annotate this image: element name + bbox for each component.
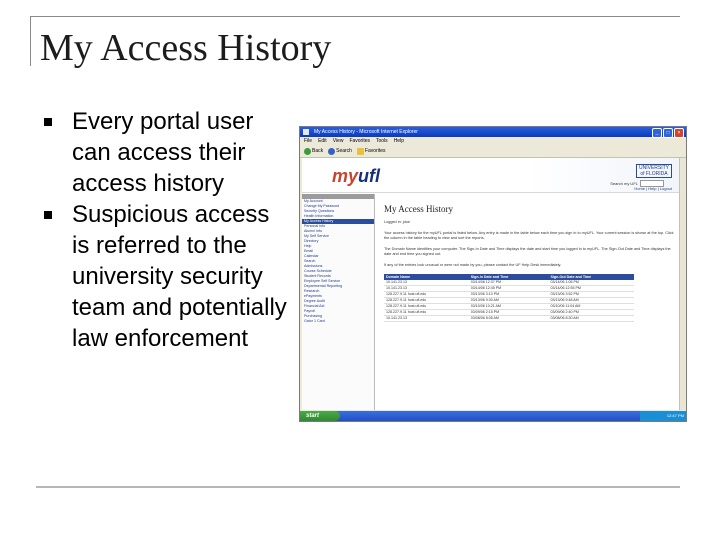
browser-toolbar <box>300 145 686 158</box>
menu-item[interactable]: Favorites <box>349 138 370 144</box>
bullet-text: Suspicious access is referred to the university security team and potentially law enforcement <box>72 201 287 352</box>
nav-link[interactable]: Search <box>304 259 316 263</box>
menu-item[interactable]: Edit <box>318 138 327 144</box>
favorites-button[interactable] <box>357 148 386 155</box>
access-history-table <box>384 274 634 322</box>
column-header[interactable]: Domain Name <box>384 274 469 280</box>
table-cell: 03/13/06 9:48 AM <box>549 298 635 304</box>
table-cell: 03/14/06 1:05 PM <box>549 280 635 286</box>
table-cell: 03/10/06 11:04 AM <box>549 304 635 310</box>
nav-link[interactable]: Email <box>304 249 313 253</box>
nav-link[interactable]: Financial Aid <box>304 304 325 308</box>
table-cell: 128.227.9.11 host.ufl.edu <box>384 292 469 298</box>
logo-my: my <box>332 166 359 186</box>
slide-title: My Access History <box>40 27 332 69</box>
nav-link[interactable]: Payroll <box>304 309 315 313</box>
start-button[interactable]: start <box>300 411 340 421</box>
table-cell: 03/13/06 9:30 AM <box>469 298 549 304</box>
nav-link[interactable]: Degree Audit <box>304 299 325 303</box>
nav-link[interactable]: Calendar <box>304 254 319 258</box>
minimize-button[interactable]: _ <box>652 128 662 138</box>
myufl-logo[interactable] <box>332 166 380 187</box>
nav-link[interactable]: ePayments <box>304 294 322 298</box>
table-cell: 10.141.23.13 <box>384 316 469 322</box>
main-content <box>384 204 674 322</box>
back-arrow-icon <box>304 148 311 155</box>
frame-bottom-line <box>36 486 680 488</box>
table-cell: 128.227.9.11 host.ufl.edu <box>384 304 469 310</box>
favorites-label: Favorites <box>364 148 386 154</box>
nav-link[interactable]: My Access History <box>302 219 374 224</box>
content-title: My Access History <box>384 204 453 214</box>
window-titlebar <box>300 127 686 137</box>
logo-ufl: ufl <box>358 166 381 186</box>
table-cell: 03/14/06 12:37 PM <box>469 280 549 286</box>
nav-link[interactable]: Change My Password <box>304 204 340 208</box>
vertical-scrollbar[interactable] <box>679 158 685 410</box>
header-links[interactable]: Home | Help | Logout <box>634 186 672 191</box>
windows-taskbar <box>300 411 686 421</box>
nav-link[interactable]: Alumni Info <box>304 229 322 233</box>
square-bullet-icon <box>44 118 52 126</box>
column-header[interactable]: Sign-In Date and Time <box>469 274 549 280</box>
square-bullet-icon <box>44 211 52 219</box>
nav-link[interactable]: Admissions <box>304 264 323 268</box>
ie-icon <box>303 129 309 135</box>
table-cell: 03/08/06 8:05 AM <box>469 316 549 322</box>
table-cell: 03/14/06 12:45 PM <box>469 286 549 292</box>
nav-link[interactable]: Personal Info <box>304 224 326 228</box>
nav-link[interactable]: Directory <box>304 239 319 243</box>
back-label: Back <box>312 148 324 154</box>
intro-paragraph: Your access history for the myUFL portal is listed below. Any entry is made in the table below each time you sign in to myUFL. Your current session is shown at the top. Click the column in the table heading to view and sort the reports. <box>384 231 674 240</box>
table-cell: 128.227.9.11 host.ufl.edu <box>384 298 469 304</box>
nav-link[interactable]: Security Questions <box>304 209 335 213</box>
frame-left-line <box>30 16 31 66</box>
table-cell: 10.141.23.13 <box>384 280 469 286</box>
table-cell: 03/09/06 2:40 PM <box>549 310 635 316</box>
frame-top-line <box>30 16 680 17</box>
nav-link[interactable]: Departmental Reporting <box>304 284 343 288</box>
search-button[interactable] <box>328 148 352 155</box>
nav-link[interactable]: My Account <box>304 199 323 203</box>
menu-item[interactable]: Help <box>393 138 404 144</box>
menu-item[interactable]: Tools <box>376 138 388 144</box>
search-label: Search my UFL <box>610 181 638 186</box>
nav-link[interactable]: Student Records <box>304 274 331 278</box>
table-cell: 03/10/06 10:21 AM <box>469 304 549 310</box>
menu-bar <box>300 137 686 145</box>
star-icon <box>357 148 364 155</box>
search-label: Search <box>336 148 352 154</box>
bullet-item <box>40 199 290 354</box>
maximize-button[interactable]: □ <box>663 128 673 138</box>
nav-link[interactable]: Research <box>304 289 320 293</box>
close-button[interactable]: × <box>674 128 684 138</box>
user-line: Logged in: jdoe <box>384 220 410 224</box>
nav-link[interactable]: My Self Service <box>304 234 329 238</box>
table-cell: 03/13/06 3:10 PM <box>469 292 549 298</box>
table-cell: 03/14/06 12:55 PM <box>549 286 635 292</box>
nav-link[interactable]: Purchasing <box>304 314 322 318</box>
table-cell: 03/09/06 2:15 PM <box>469 310 549 316</box>
nav-link[interactable]: Course Schedule <box>304 269 332 273</box>
table-body <box>384 280 634 322</box>
nav-link[interactable]: Employee Self Service <box>304 279 341 283</box>
table-cell: 03/08/06 8:30 AM <box>549 316 635 322</box>
menu-item[interactable]: File <box>304 138 313 144</box>
window-title: My Access History - Microsoft Internet Explorer <box>314 129 418 135</box>
nav-link[interactable]: Help <box>304 244 312 248</box>
table-row <box>384 316 634 322</box>
bullet-item <box>40 106 290 199</box>
table-cell: 03/13/06 3:52 PM <box>549 292 635 298</box>
back-button[interactable] <box>304 148 323 155</box>
nav-link[interactable]: Gator 1 Card <box>304 319 325 323</box>
web-page <box>302 158 680 410</box>
menu-item[interactable]: View <box>332 138 344 144</box>
myufl-banner <box>302 158 680 193</box>
browser-screenshot <box>299 126 687 422</box>
uf-logo[interactable]: UNIVERSITY of FLORIDA <box>636 164 672 178</box>
table-cell: 10.141.23.13 <box>384 286 469 292</box>
contact-paragraph: If any of the entries look unusual or were not made by you, please contact the UF Help Desk immediately. <box>384 263 562 267</box>
search-icon <box>328 148 335 155</box>
table-cell: 128.227.9.11 host.ufl.edu <box>384 310 469 316</box>
system-tray-clock: 12:47 PM <box>640 411 686 421</box>
domain-paragraph: The Domain Name identifies your computer. The Sign-In Date and Time displays the date and start time you logged in to myUFL. The Sign-Out Date and Time displays the date and end time you signed out. <box>384 247 671 256</box>
nav-link[interactable]: Health Information <box>304 214 334 218</box>
bullet-text: Every portal user can access their access history <box>72 108 254 197</box>
bullet-list <box>40 106 290 354</box>
column-header[interactable]: Sign-Out Date and Time <box>549 274 635 280</box>
side-navigation <box>302 194 375 410</box>
